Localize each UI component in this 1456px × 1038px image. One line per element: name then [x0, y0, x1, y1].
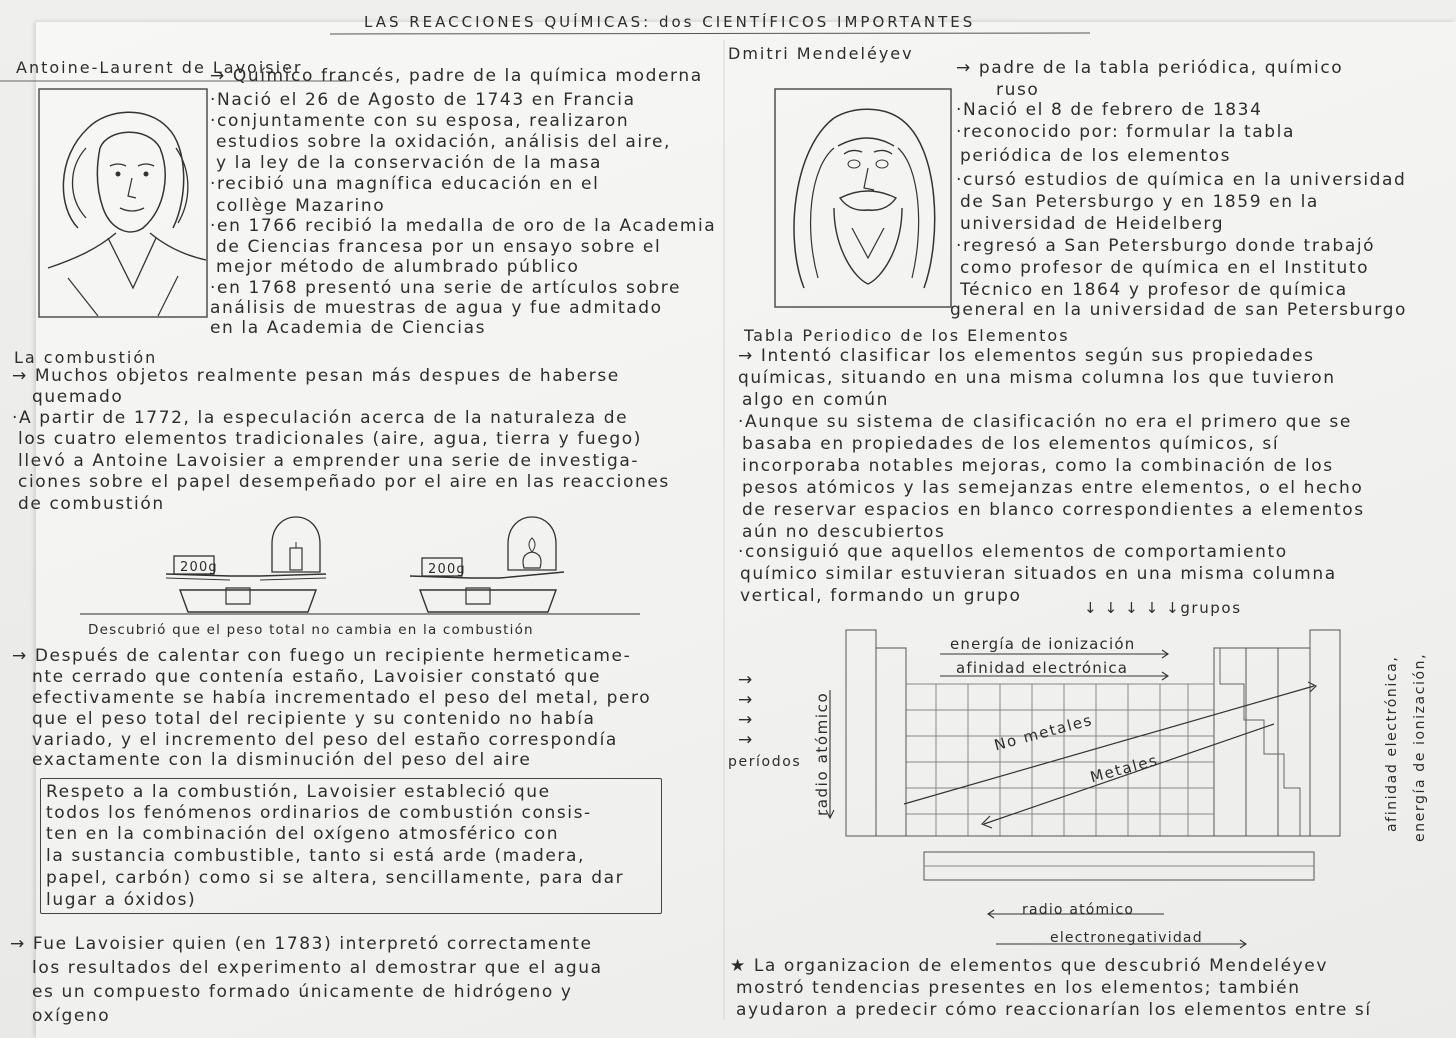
water-line: → Fue Lavoisier quien (en 1783) interpretó correctamente [10, 934, 593, 954]
mendeleev-line: ruso [996, 80, 1040, 100]
periodos-label: períodos [728, 754, 802, 770]
tabla-line: vertical, formando un grupo [740, 586, 1022, 606]
scales-drawing [80, 508, 640, 618]
mendeleev-line: periódica de los elementos [960, 146, 1232, 166]
box-line: lugar a óxidos) [46, 890, 197, 910]
water-line: los resultados del experimento al demostrar que el agua [32, 958, 603, 978]
electronegatividad-label: electronegatividad [1050, 930, 1203, 946]
combustion-line: quemado [32, 387, 124, 407]
lavoisier-line: y la ley de la conservación de la masa [216, 153, 603, 173]
no-metales-label: No metales [992, 710, 1095, 755]
combustion-line: → Muchos objetos realmente pesan más despues de haberse [12, 366, 620, 386]
lavoisier-line: en la Academia de Ciencias [210, 318, 487, 338]
lavoisier-line: collège Mazarino [216, 196, 386, 216]
box-line: papel, carbón) como si se altera, sencillamente, para dar [46, 868, 625, 888]
lavoisier-line: estudios sobre la oxidación, análisis del aire, [216, 132, 672, 152]
lavoisier-line: ·en 1766 recibió la medalla de oro de la Academia [210, 216, 717, 236]
experiment-line: variado, y el incremento del peso del estaño correspondía [32, 730, 618, 750]
periodo-arrow: → [738, 730, 754, 750]
box-line: todos los fenómenos ordinarios de combustión consis- [46, 803, 592, 823]
experiment-line: exactamente con la disminución del peso del aire [32, 750, 532, 770]
title-underline [330, 32, 1090, 36]
experiment-line: que el peso total del recipiente y su contenido no había [32, 709, 596, 729]
lavoisier-line: ·en 1768 presentó una serie de artículos sobre [210, 278, 682, 298]
lavoisier-line: → Químico francés, padre de la química moderna [210, 66, 703, 86]
combustion-line: llevó a Antoine Lavoisier a emprender una serie de investiga- [18, 451, 640, 471]
energia-right-label: energía de ionización, [1412, 652, 1428, 842]
experiment-line: nte cerrado que contenía estaño, Lavoisier constató que [32, 667, 602, 687]
periodo-arrow: → [738, 690, 754, 710]
scales-caption: Descubrió que el peso total no cambia en la combustión [88, 622, 534, 638]
mendeleev-line: ·reconocido por: formular la tabla [956, 122, 1295, 142]
lavoisier-line: análisis de muestras de agua y fue admitado [210, 298, 663, 318]
tabla-line: → Intentó clasificar los elementos según sus propiedades [738, 346, 1315, 366]
experiment-line: efectivamente se había incrementado el peso del metal, pero [32, 688, 652, 708]
periodo-arrow: → [738, 710, 754, 730]
tabla-line: pesos atómicos y las semejanzas entre elementos, o el hecho [742, 478, 1364, 498]
grupos-label: ↓ ↓ ↓ ↓ ↓grupos [1084, 599, 1242, 617]
water-line: es un compuesto formado únicamente de hidrógeno y [32, 982, 573, 1002]
tabla-line: químico similar estuvieran situados en una misma columna [740, 564, 1337, 584]
mendeleev-line: de San Petersburgo y en 1859 en la [960, 192, 1319, 212]
radio-bottom-label: radio atómico [1022, 902, 1135, 918]
tabla-heading: Tabla Periodico de los Elementos [744, 326, 1070, 345]
tabla-line: ·Aunque su sistema de clasificación no era el primero que se [738, 412, 1352, 432]
energia-top-label: energía de ionización [950, 635, 1136, 653]
tabla-line: ·consiguió que aquellos elementos de comportamiento [738, 542, 1288, 562]
mendeleev-line: ·Nació el 8 de febrero de 1834 [956, 100, 1263, 120]
mendeleev-name: Dmitri Mendeléyev [728, 44, 914, 63]
combustion-heading: La combustión [14, 348, 158, 367]
afinidad-top-label: afinidad electrónica [956, 659, 1129, 677]
mendeleev-line: → padre de la tabla periódica, químico [956, 58, 1344, 78]
conclusion-line: mostró tendencias presentes en los elementos; también [736, 978, 1301, 998]
conclusion-line: ★ La organizacion de elementos que descubrió Mendeléyev [730, 956, 1329, 976]
combustion-line: ciones sobre el papel desempeñado por el aire en las reacciones [18, 472, 670, 492]
tabla-line: de reservar espacios en blanco correspondientes a elementos [742, 500, 1365, 520]
mendeleev-line: como profesor de química en el Instituto [960, 258, 1370, 278]
mendeleev-portrait [774, 88, 952, 308]
afinidad-right-label: afinidad electrónica, [1384, 655, 1400, 832]
lavoisier-portrait [38, 88, 208, 318]
experiment-line: → Después de calentar con fuego un recipiente hermeticame- [12, 646, 632, 666]
mendeleev-line: general en la universidad de san Petersburgo [950, 300, 1407, 320]
lavoisier-line: de Ciencias francesa por un ensayo sobre el [216, 237, 662, 257]
scale-2-label: 200g [428, 562, 466, 577]
combustion-line: ·A partir de 1772, la especulación acerca de la naturaleza de [12, 408, 629, 428]
combustion-line: de combustión [18, 494, 165, 514]
lavoisier-line: ·recibió una magnífica educación en el [210, 174, 600, 194]
lavoisier-name: Antoine-Laurent de Lavoisier [16, 58, 303, 77]
lavoisier-line: ·conjuntamente con su esposa, realizaron [210, 111, 630, 131]
combustion-line: los cuatro elementos tradicionales (aire, agua, tierra y fuego) [18, 429, 642, 449]
box-line: ten en la combinación del oxígeno atmosférico con [46, 824, 560, 844]
periodo-arrow: → [738, 670, 754, 690]
box-line: la sustancia combustible, tanto si está arde (madera, [46, 846, 586, 866]
lavoisier-line: ·Nació el 26 de Agosto de 1743 en Francia [210, 90, 636, 110]
page-title: LAS REACCIONES QUÍMICAS: dos CIENTÍFICOS IMPORTANTES [364, 13, 976, 31]
tabla-line: aún no descubiertos [742, 522, 946, 542]
mendeleev-line: ·regresó a San Petersburgo donde trabajó [956, 236, 1376, 256]
scale-1-label: 200g [180, 560, 218, 575]
tabla-line: algo en común [742, 390, 890, 410]
radio-left-label: radio atómico [813, 691, 831, 816]
metales-label: Metales [1088, 750, 1161, 787]
electronegatividad-arrow [996, 940, 1256, 952]
mendeleev-line: ·cursó estudios de química en la universidad [956, 170, 1407, 190]
tabla-line: químicas, situando en una misma columna los que tuvieron [738, 368, 1336, 388]
conclusion-line: ayudaron a predecir cómo reaccionarían los elementos entre sí [736, 1000, 1372, 1020]
column-divider [722, 40, 726, 1020]
water-line: oxígeno [32, 1006, 111, 1026]
tabla-line: basaba en propiedades de los elementos químicos, sí [742, 434, 1280, 454]
radio-left-arrow [826, 690, 836, 820]
lavoisier-line: mejor método de alumbrado público [216, 257, 580, 277]
tabla-line: incorporaba notables mejoras, como la combinación de los [742, 456, 1334, 476]
mendeleev-line: universidad de Heidelberg [960, 214, 1225, 234]
box-line: Respeto a la combustión, Lavoisier estableció que [46, 782, 551, 802]
mendeleev-line: Técnico en 1864 y profesor de química [960, 280, 1348, 300]
